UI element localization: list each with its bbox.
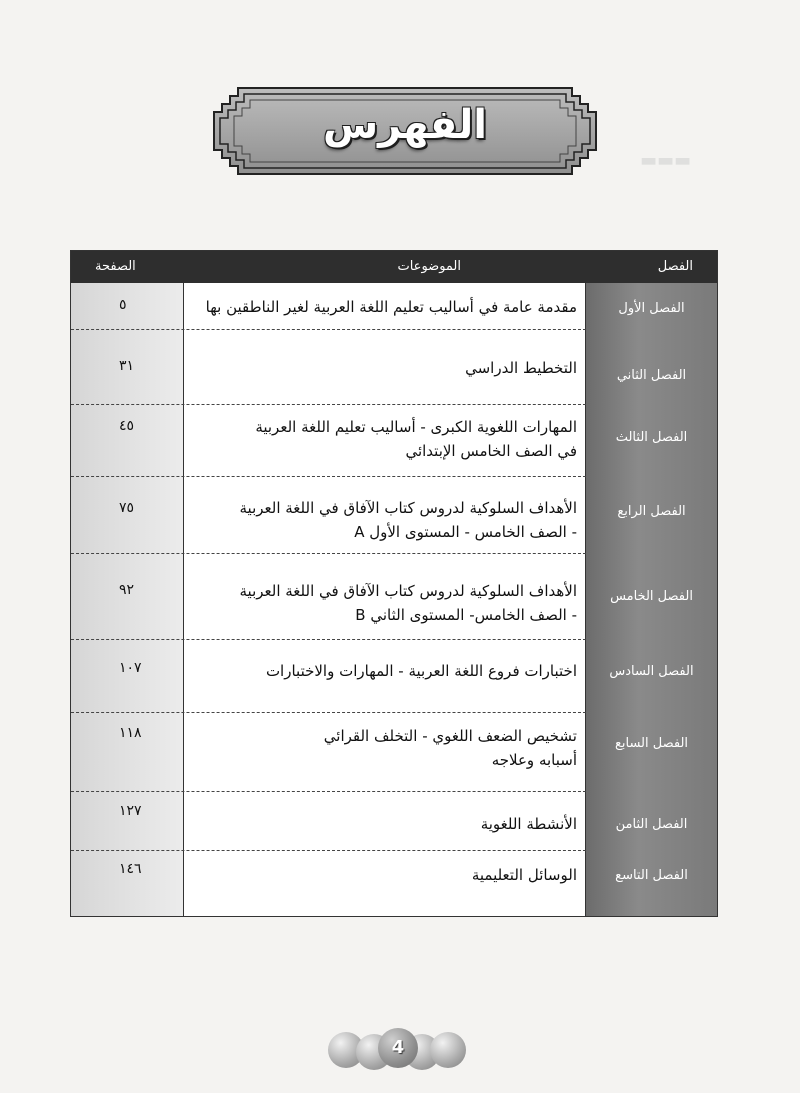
page-number: 4	[378, 1028, 418, 1068]
bleed-through-heading: ▬▬▬	[640, 150, 692, 171]
page-ref: ١٤٦	[119, 861, 142, 877]
page-ref: ٤٥	[119, 418, 135, 434]
chapter-label: الفصل الثالث	[615, 430, 688, 445]
topic-line: مقدمة عامة في أساليب تعليم اللغة العربية لغير الناطقين بها	[205, 298, 577, 316]
topic-line: الأهداف السلوكية لدروس كتاب الآفاق في اللغة العربية	[239, 582, 577, 600]
page-ref: ١٢٧	[119, 803, 142, 819]
table-row	[71, 639, 717, 712]
topic-text	[197, 863, 577, 887]
header-topics: الموضوعات	[397, 259, 461, 274]
chapter-label: الفصل السابع	[614, 736, 689, 751]
header-page: الصفحة	[95, 259, 136, 274]
bubble-icon	[430, 1032, 466, 1068]
topic-text	[197, 356, 577, 380]
topic-line: - الصف الخامس- المستوى الثاني B	[355, 606, 577, 624]
topic-line: في الصف الخامس الإبتدائي	[405, 442, 577, 460]
topic-text	[197, 724, 577, 772]
topic-line: اختبارات فروع اللغة العربية - المهارات والاختبارات	[265, 662, 577, 680]
chapter-label: الفصل السادس	[609, 664, 694, 679]
table-row	[71, 850, 717, 916]
topic-line: تشخيص الضعف اللغوي - التخلف القرائي	[323, 727, 577, 745]
page-ref: ١٠٧	[119, 660, 142, 676]
header-chapter: الفصل	[657, 259, 693, 274]
table-row	[71, 329, 717, 404]
topic-line: الأهداف السلوكية لدروس كتاب الآفاق في اللغة العربية	[239, 499, 577, 517]
page-title: الفهرس	[322, 102, 487, 148]
chapter-label: الفصل الأول	[618, 301, 685, 316]
topic-text	[197, 295, 577, 319]
topic-line: المهارات اللغوية الكبرى - أساليب تعليم اللغة العربية	[255, 418, 577, 436]
chapter-label: الفصل التاسع	[615, 868, 688, 883]
topic-text	[197, 496, 577, 544]
header-page-cell	[71, 251, 183, 283]
header-topics-cell	[183, 251, 586, 283]
table-row	[71, 404, 717, 476]
topic-text	[197, 659, 577, 683]
topic-text	[197, 415, 577, 463]
table-row	[71, 283, 717, 328]
page-ref: ١١٨	[119, 725, 142, 741]
page-number-badge	[328, 1028, 468, 1068]
topic-line: أسبابه وعلاجه	[491, 751, 577, 769]
chapter-label: الفصل الثاني	[616, 368, 687, 383]
chapter-label: الفصل الرابع	[617, 504, 686, 519]
chapter-label: الفصل الخامس	[610, 589, 693, 604]
page-ref: ٧٥	[119, 500, 135, 516]
title-frame	[208, 82, 602, 180]
table-row	[71, 553, 717, 639]
table-row	[71, 712, 717, 791]
topic-line: التخطيط الدراسي	[465, 359, 577, 377]
topic-text	[197, 579, 577, 627]
topic-line: الوسائل التعليمية	[471, 866, 577, 884]
chapter-label: الفصل الثامن	[615, 817, 688, 832]
topic-text	[197, 812, 577, 836]
page-ref: ٩٢	[119, 582, 135, 598]
table-row	[71, 791, 717, 850]
page-ref: ٥	[119, 297, 127, 313]
header-chapter-cell	[586, 251, 717, 283]
page-ref: ٣١	[119, 358, 135, 374]
table-row	[71, 476, 717, 553]
topic-line: الأنشطة اللغوية	[480, 815, 577, 833]
topic-line: - الصف الخامس - المستوى الأول A	[354, 523, 577, 541]
toc-table	[70, 250, 718, 917]
